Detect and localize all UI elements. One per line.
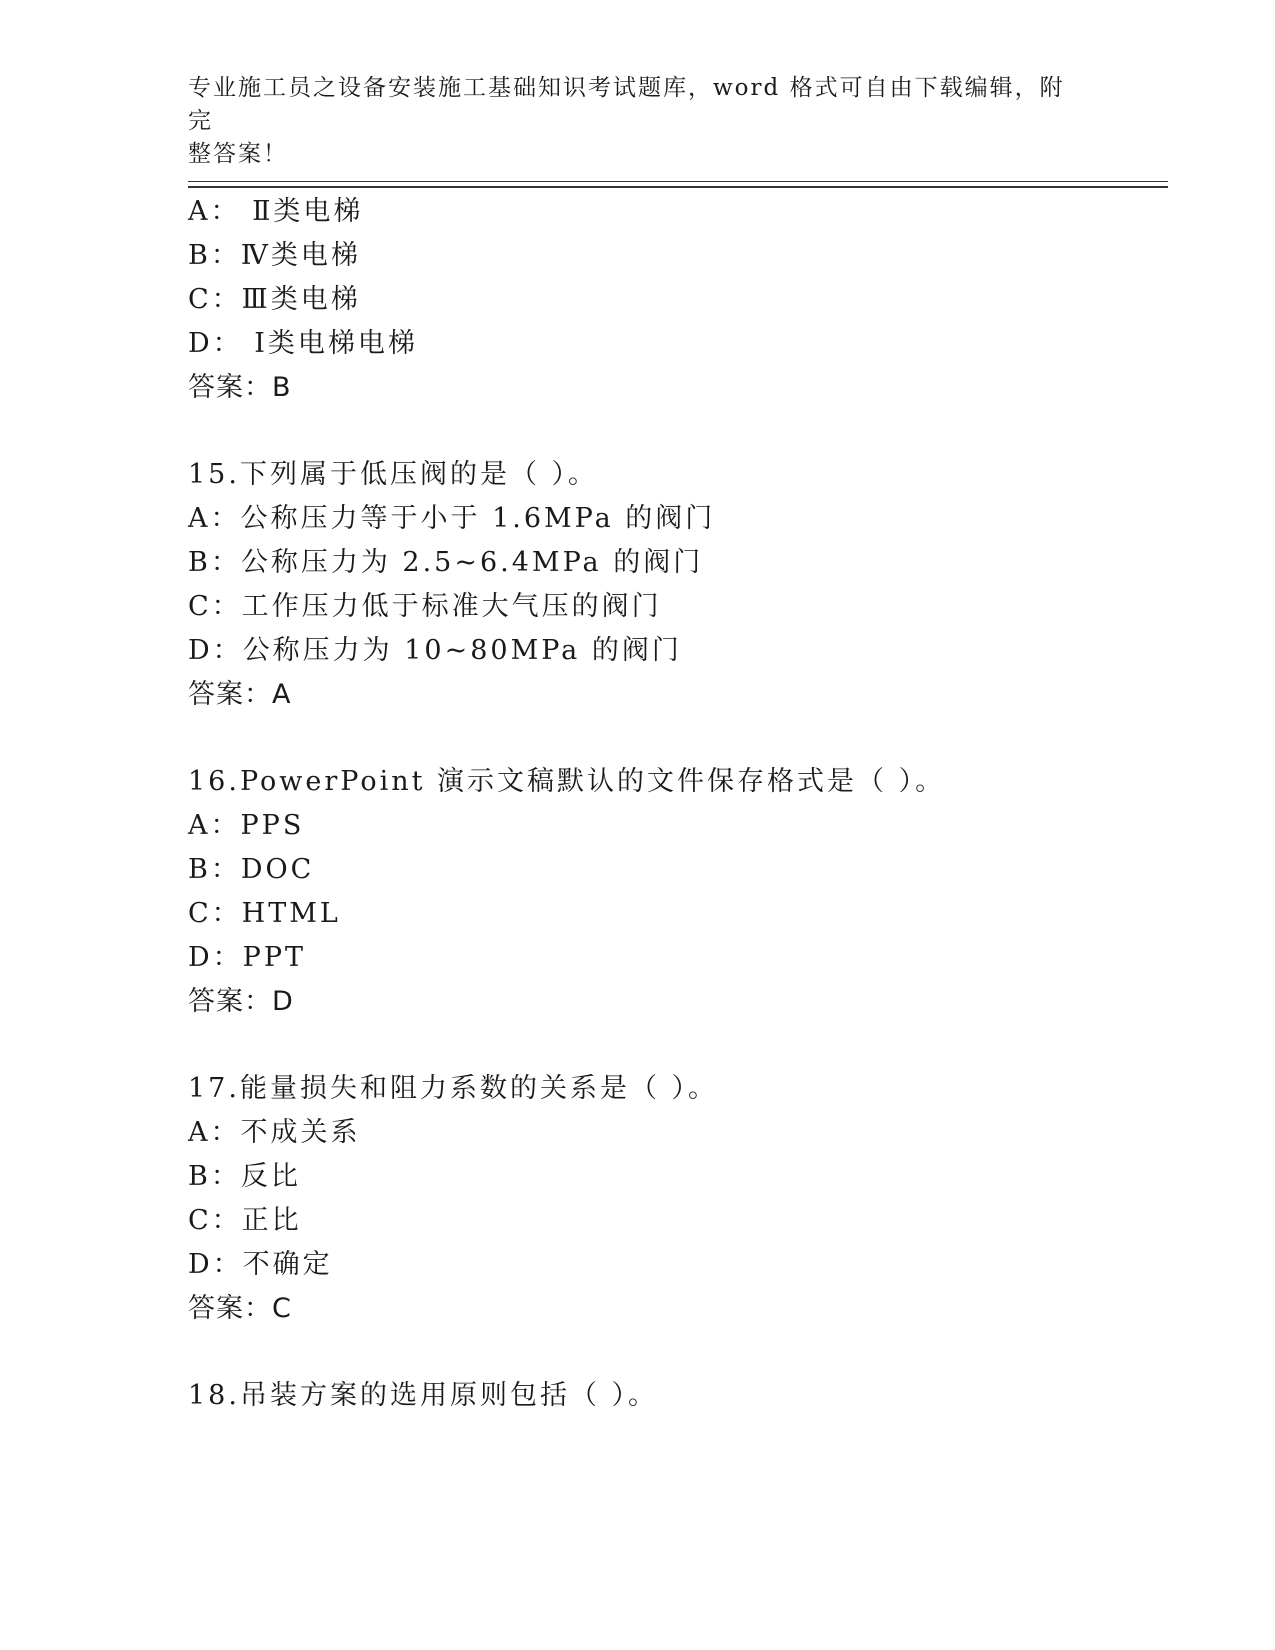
- q14-answer: 答案：B: [188, 372, 292, 403]
- q17-option-b: B：反比: [188, 1161, 301, 1192]
- q16-answer: 答案：D: [188, 986, 294, 1017]
- header-line-1: 专业施工员之设备安装施工基础知识考试题库，word 格式可自由下载编辑，附完: [188, 75, 1065, 134]
- header-divider-top: [188, 181, 1168, 182]
- q15-option-c: C：工作压力低于标准大气压的阀门: [188, 591, 662, 622]
- q17-question: 17.能量损失和阻力系数的关系是（ ）。: [188, 1073, 719, 1104]
- q14-option-d: D： Ⅰ类电梯电梯: [188, 328, 418, 359]
- q17-option-c: C：正比: [188, 1205, 302, 1236]
- q15-answer: 答案：A: [188, 679, 292, 710]
- q16-question: 16.PowerPoint 演示文稿默认的文件保存格式是（ ）。: [188, 766, 946, 797]
- header-line-2: 整答案！: [188, 141, 288, 167]
- q14-option-a: A： Ⅱ类电梯: [188, 196, 364, 227]
- q15-option-d: D：公称压力为 10~80MPa 的阀门: [188, 635, 682, 666]
- q14-option-b: B：Ⅳ类电梯: [188, 240, 361, 271]
- q17-answer: 答案：C: [188, 1293, 292, 1324]
- q15-option-a: A：公称压力等于小于 1.6MPa 的阀门: [188, 503, 716, 534]
- q16-option-c: C：HTML: [188, 898, 341, 929]
- q14-option-c: C：Ⅲ类电梯: [188, 284, 361, 315]
- q15-option-b: B：公称压力为 2.5~6.4MPa 的阀门: [188, 547, 704, 578]
- q17-option-d: D：不确定: [188, 1249, 333, 1280]
- q16-option-d: D：PPT: [188, 942, 306, 973]
- q16-option-a: A：PPS: [188, 810, 305, 841]
- document-header: [188, 72, 1088, 171]
- q17-option-a: A：不成关系: [188, 1117, 361, 1148]
- q18-question: 18.吊装方案的选用原则包括（ ）。: [188, 1380, 659, 1411]
- q15-question: 15.下列属于低压阀的是（ ）。: [188, 459, 599, 490]
- q16-option-b: B：DOC: [188, 854, 315, 885]
- header-divider-bottom: [188, 186, 1168, 188]
